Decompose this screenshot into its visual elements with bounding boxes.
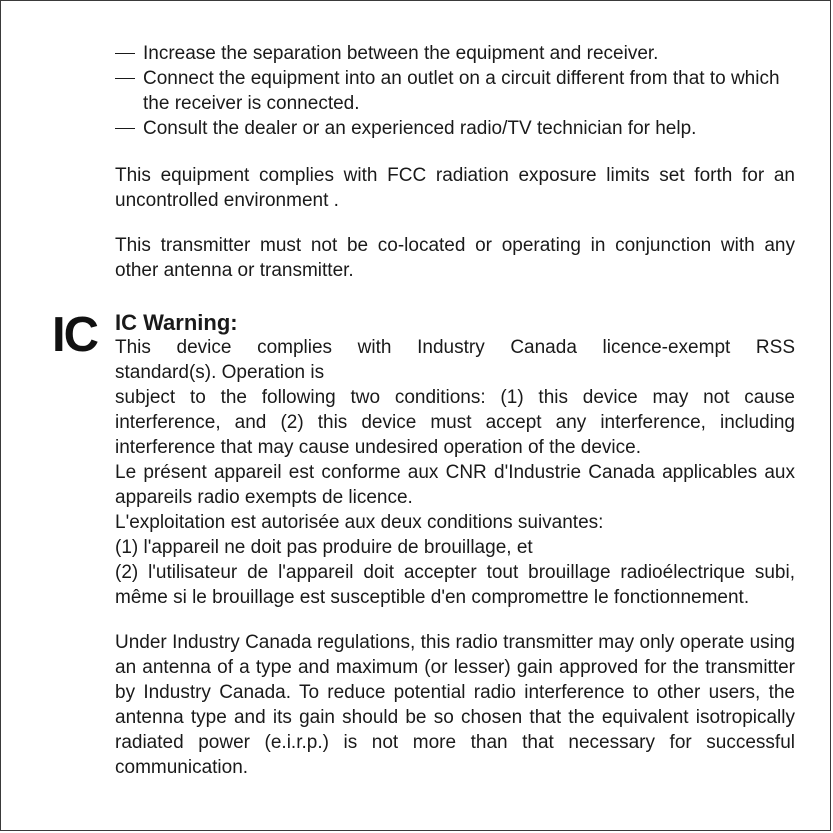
bullet-text: Increase the separation between the equipment and receiver. [143,43,659,64]
ic-french-intro: Le présent appareil est conforme aux CNR d'Industrie Canada applicables aux appareils radio exempts de licence. [115,462,795,508]
ic-french-item2: (2) l'utilisateur de l'appareil doit accepter tout brouillage radioélectrique subi, même si le brouillage est susceptible d'en compromettre le fonctionnement. [115,562,795,608]
ic-english-line1: This device complies with Industry Canada licence-exempt RSS [115,337,795,358]
ic-warning-heading: IC Warning: [115,310,238,335]
bullet-text: Connect the equipment into an outlet on a circuit different from that to which the receiver is connected. [143,68,780,114]
fcc-exposure-paragraph: This equipment complies with FCC radiation exposure limits set forth for an uncontrolled environment . [115,165,795,211]
dash-icon [115,78,135,79]
ic-english-line2: standard(s). Operation is [115,362,325,383]
list-item [115,41,795,66]
ic-french-conditions: L'exploitation est autorisée aux deux conditions suivantes: [115,512,604,533]
ic-logo: IC [52,308,97,362]
ic-french-item1: (1) l'appareil ne doit pas produire de brouillage, et [115,537,533,558]
document-body [115,41,795,780]
dash-icon [115,53,135,54]
bullet-text: Consult the dealer or an experienced radio/TV technician for help. [143,118,697,139]
dash-icon [115,128,135,129]
list-item [115,66,795,116]
list-item [115,116,795,141]
fcc-colocation-paragraph: This transmitter must not be co-located or operating in conjunction with any other antenna or transmitter. [115,235,795,281]
antenna-paragraph: Under Industry Canada regulations, this radio transmitter may only operate using an antenna of a type and maximum (or lesser) gain approved for the transmitter by Industry Canada. To reduce potential radio interference to other users, the antenna type and its gain should be so chosen that the equivalent isotropically radiated power (e.i.r.p.) is not more than that necessary for successful communication. [115,632,795,778]
ic-english-conditions: subject to the following two conditions: (1) this device may not cause interference, and (2) this device must accept any interference, including interference that may cause undesired operation of the device. [115,387,795,458]
